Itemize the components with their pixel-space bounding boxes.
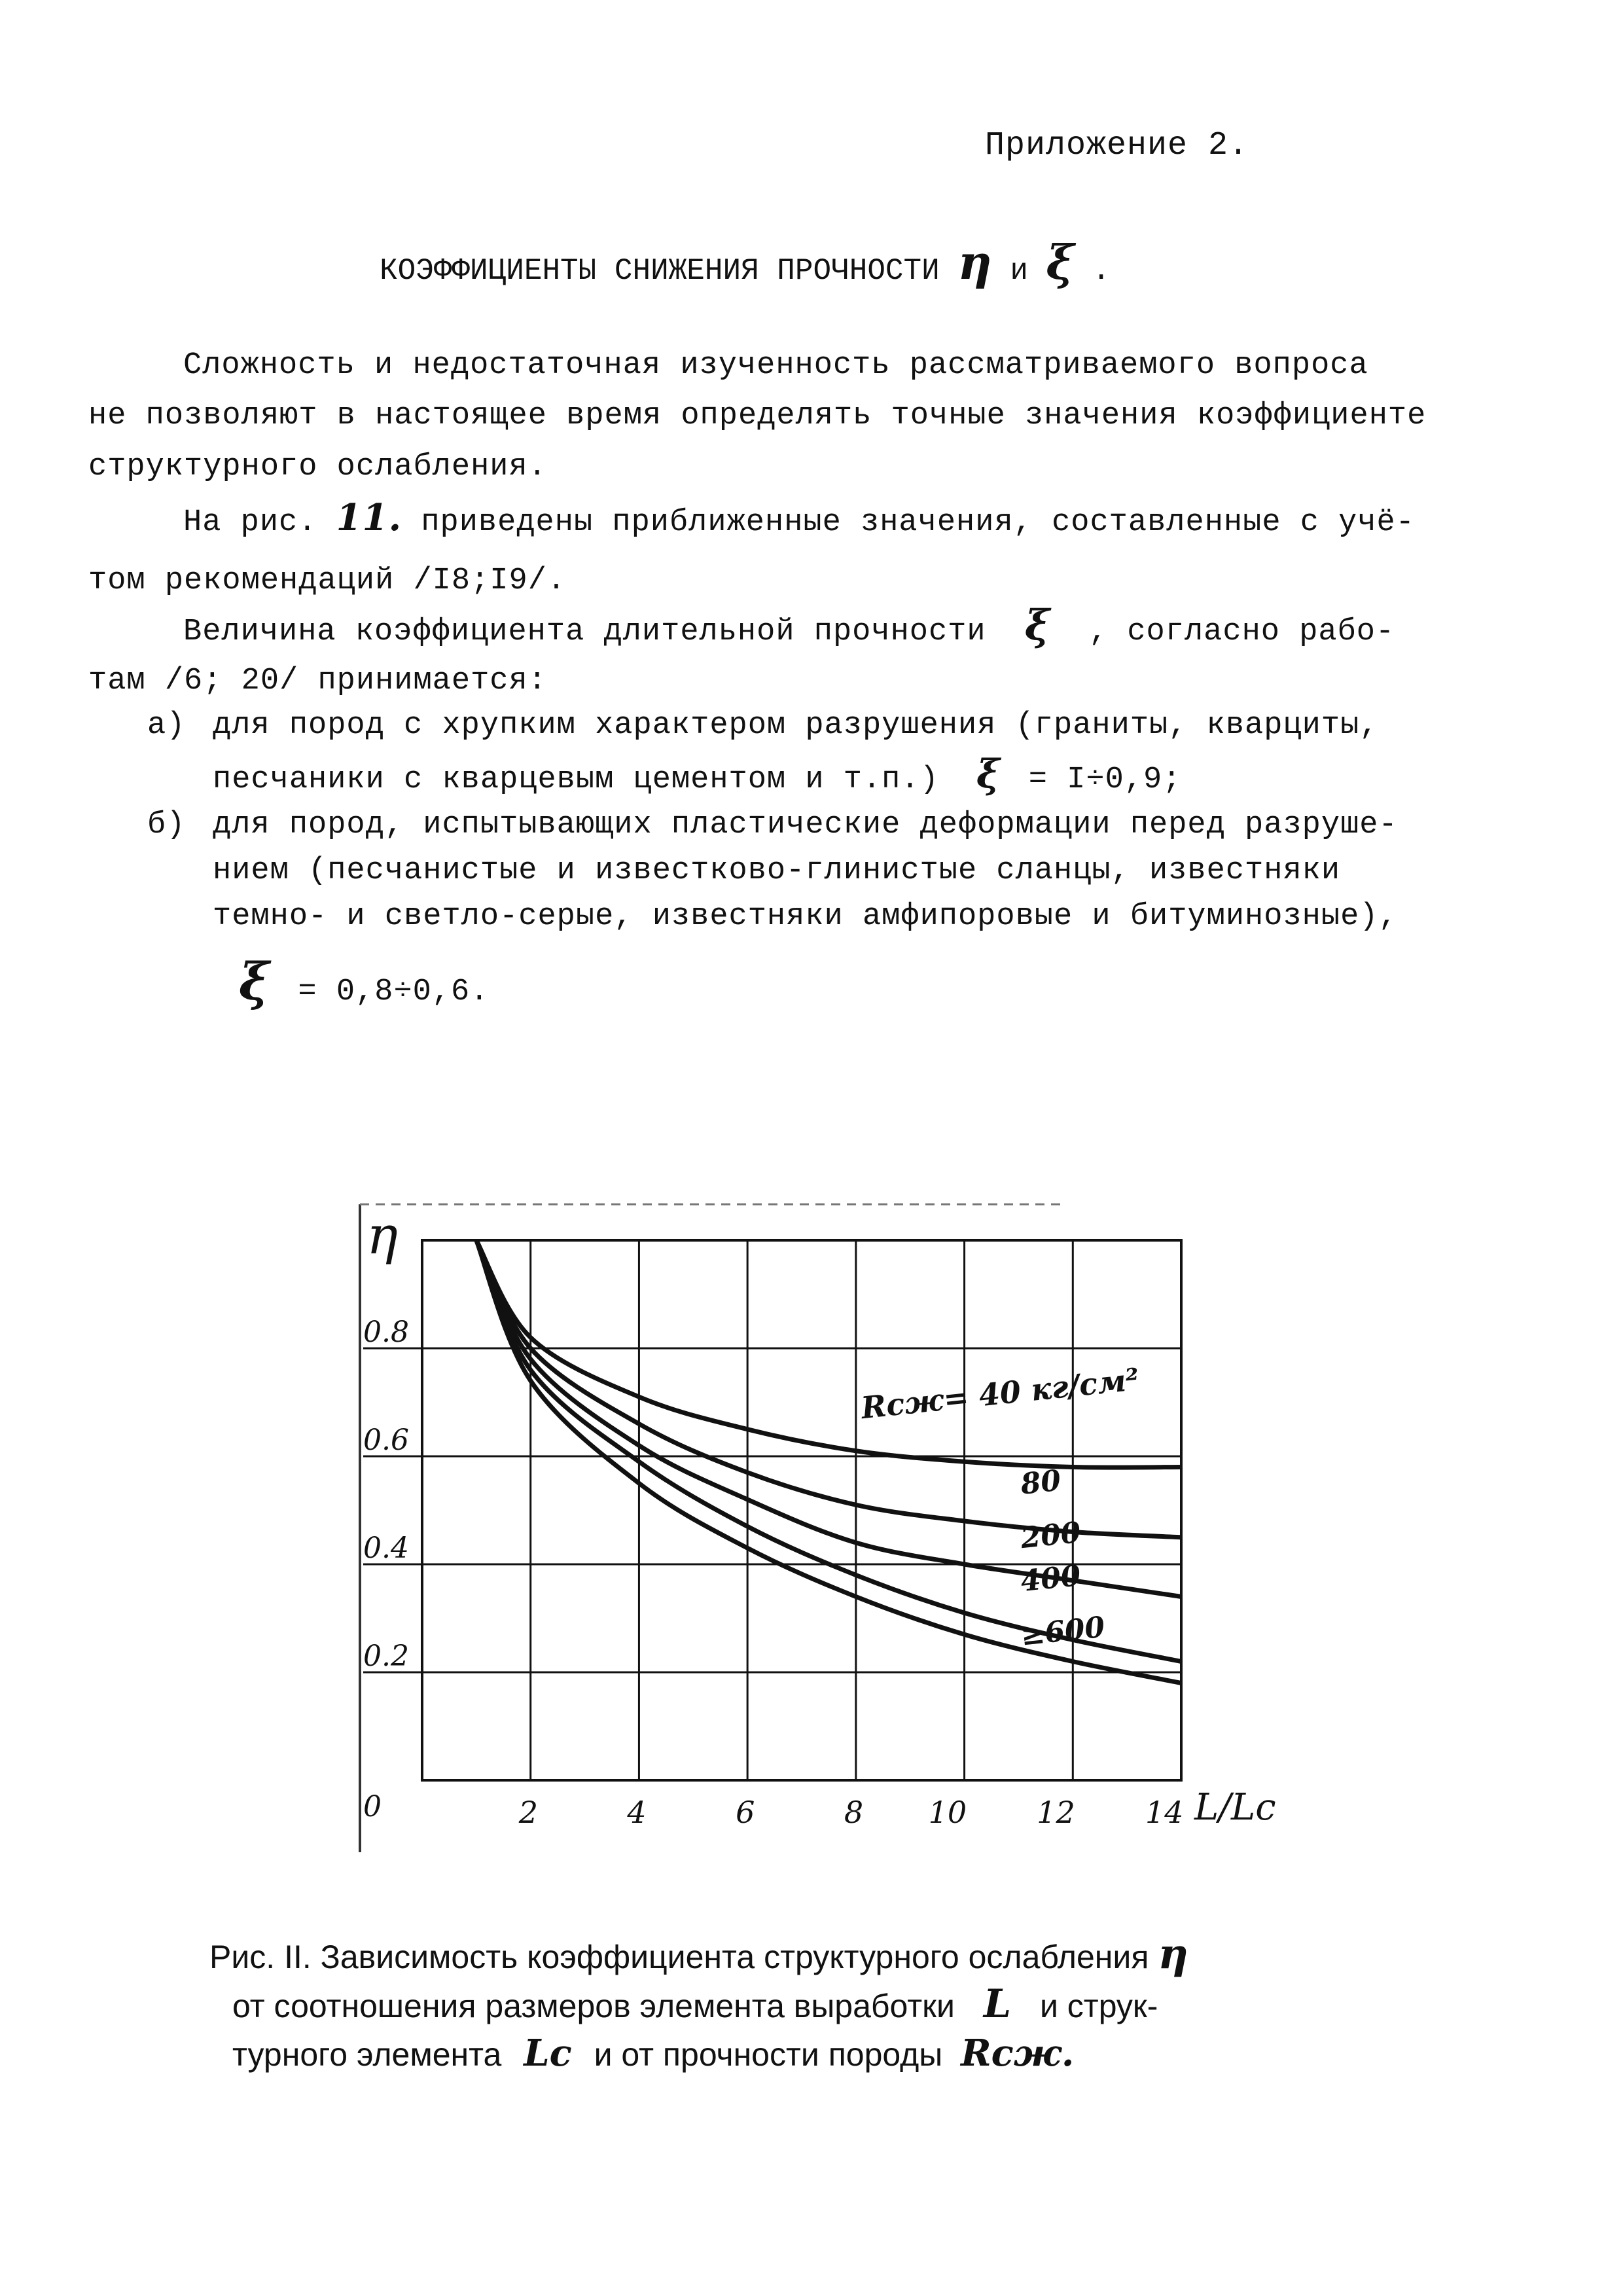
caption-line3 bbox=[209, 2030, 1188, 2078]
figure-caption bbox=[209, 1931, 1188, 2078]
y-axis-label: η bbox=[366, 1205, 398, 1266]
figure-reference: 11. bbox=[336, 496, 402, 539]
x-tick-label: 12 bbox=[1037, 1795, 1075, 1830]
caption-line2-a: от соотношения размеров элемента выработки bbox=[232, 1988, 955, 2024]
eta-symbol: η bbox=[1158, 1929, 1188, 1979]
p2-line1 bbox=[183, 497, 1415, 543]
y-tick-label: 0.4 bbox=[363, 1532, 409, 1565]
caption-line3-b: и от прочности породы bbox=[594, 2036, 943, 2073]
series-line-4 bbox=[476, 1240, 1181, 1662]
p2-line1-b: приведены приближенные значения, составленные с учё- bbox=[421, 505, 1415, 540]
plot-border bbox=[422, 1240, 1181, 1780]
title-text: КОЭФФИЦИЕНТЫ СНИЖЕНИЯ ПРОЧНОСТИ bbox=[380, 254, 940, 288]
p3-line1-a: Величина коэффициента длительной прочности bbox=[183, 615, 986, 649]
y-tick-label: 0 bbox=[363, 1790, 382, 1823]
p2-line2: том рекомендаций /I8;I9/. bbox=[88, 564, 567, 598]
caption-line1 bbox=[209, 1931, 1188, 1981]
x-tick-label: 10 bbox=[928, 1795, 967, 1830]
eta-chart bbox=[340, 1191, 1276, 1885]
series-label-1: Rсж= 40 кг/см² bbox=[859, 1361, 1141, 1426]
eta-symbol: η bbox=[957, 234, 992, 290]
caption-line2-b: и струк- bbox=[1039, 1988, 1158, 2024]
x-tick-label: 8 bbox=[844, 1795, 864, 1830]
y-tick-label: 0.8 bbox=[363, 1316, 409, 1349]
series-line-1 bbox=[476, 1240, 1181, 1467]
caption-line2 bbox=[209, 1981, 1188, 2030]
caption-line1-text: Рис. II. Зависимость коэффициента структурного ослабления bbox=[209, 1939, 1149, 1975]
item-a-text: песчаники с кварцевым цементом и т.п.) bbox=[213, 762, 939, 797]
p2-line1-a: На рис. bbox=[183, 505, 317, 540]
x-tick-label: 2 bbox=[518, 1795, 538, 1830]
list-marker-b: б) bbox=[147, 808, 186, 842]
caption-L-symbol: L bbox=[983, 1981, 1012, 2027]
caption-Lc-symbol: Lc bbox=[524, 2032, 572, 2075]
item-a-line1: для пород с хрупким характером разрушения (граниты, кварциты, bbox=[213, 708, 1379, 743]
item-a-line2 bbox=[213, 751, 1182, 800]
xi-symbol: ξ bbox=[976, 751, 1001, 797]
item-b-line2: нием (песчанистые и известково-глинистые сланцы, известняки bbox=[213, 853, 1341, 888]
series-label-4: 400 bbox=[1019, 1558, 1082, 1599]
xi-symbol: ξ bbox=[239, 952, 270, 1012]
item-b-line4 bbox=[239, 952, 490, 1013]
appendix-label: Приложение 2. bbox=[985, 127, 1249, 164]
x-tick-label: 14 bbox=[1145, 1795, 1184, 1830]
item-b-line3: темно- и светло-серые, известняки амфипоровые и битуминозные), bbox=[213, 899, 1398, 934]
series-label-2: 80 bbox=[1019, 1463, 1063, 1501]
list-marker-a: а) bbox=[147, 708, 186, 743]
xi-symbol: ξ bbox=[1024, 601, 1050, 650]
y-tick-label: 0.2 bbox=[363, 1640, 409, 1673]
x-tick-label: 6 bbox=[736, 1795, 755, 1830]
page-title bbox=[380, 234, 1111, 291]
p1-line1: Сложность и недостаточная изученность рассматриваемого вопроса bbox=[183, 348, 1368, 383]
caption-line3-a: турного элемента bbox=[232, 2036, 502, 2073]
p3-line1-b: , согласно рабо- bbox=[1088, 615, 1395, 649]
p3-line2: там /6; 20/ принимается: bbox=[88, 664, 547, 698]
series-label-5: ≥600 bbox=[1019, 1610, 1107, 1653]
x-axis-label: L/Lc bbox=[1194, 1786, 1276, 1829]
item-a-value: = I÷0,9; bbox=[1028, 762, 1182, 797]
p1-line2: не позволяют в настоящее время определять точные значения коэффициенте bbox=[88, 399, 1427, 433]
series-label-3: 200 bbox=[1019, 1515, 1082, 1556]
title-conj: и bbox=[1010, 254, 1028, 288]
p3-line1 bbox=[183, 601, 1395, 653]
x-tick-label: 4 bbox=[627, 1795, 647, 1830]
y-tick-label: 0.6 bbox=[363, 1424, 409, 1457]
item-b-value: = 0,8÷0,6. bbox=[298, 975, 490, 1009]
item-b-line1: для пород, испытывающих пластические деформации перед разруше- bbox=[213, 808, 1398, 842]
xi-symbol: ξ bbox=[1046, 234, 1075, 290]
title-end: . bbox=[1092, 254, 1111, 288]
caption-R-symbol: Rсж. bbox=[961, 2032, 1075, 2075]
p1-line3: структурного ослабления. bbox=[88, 450, 547, 484]
